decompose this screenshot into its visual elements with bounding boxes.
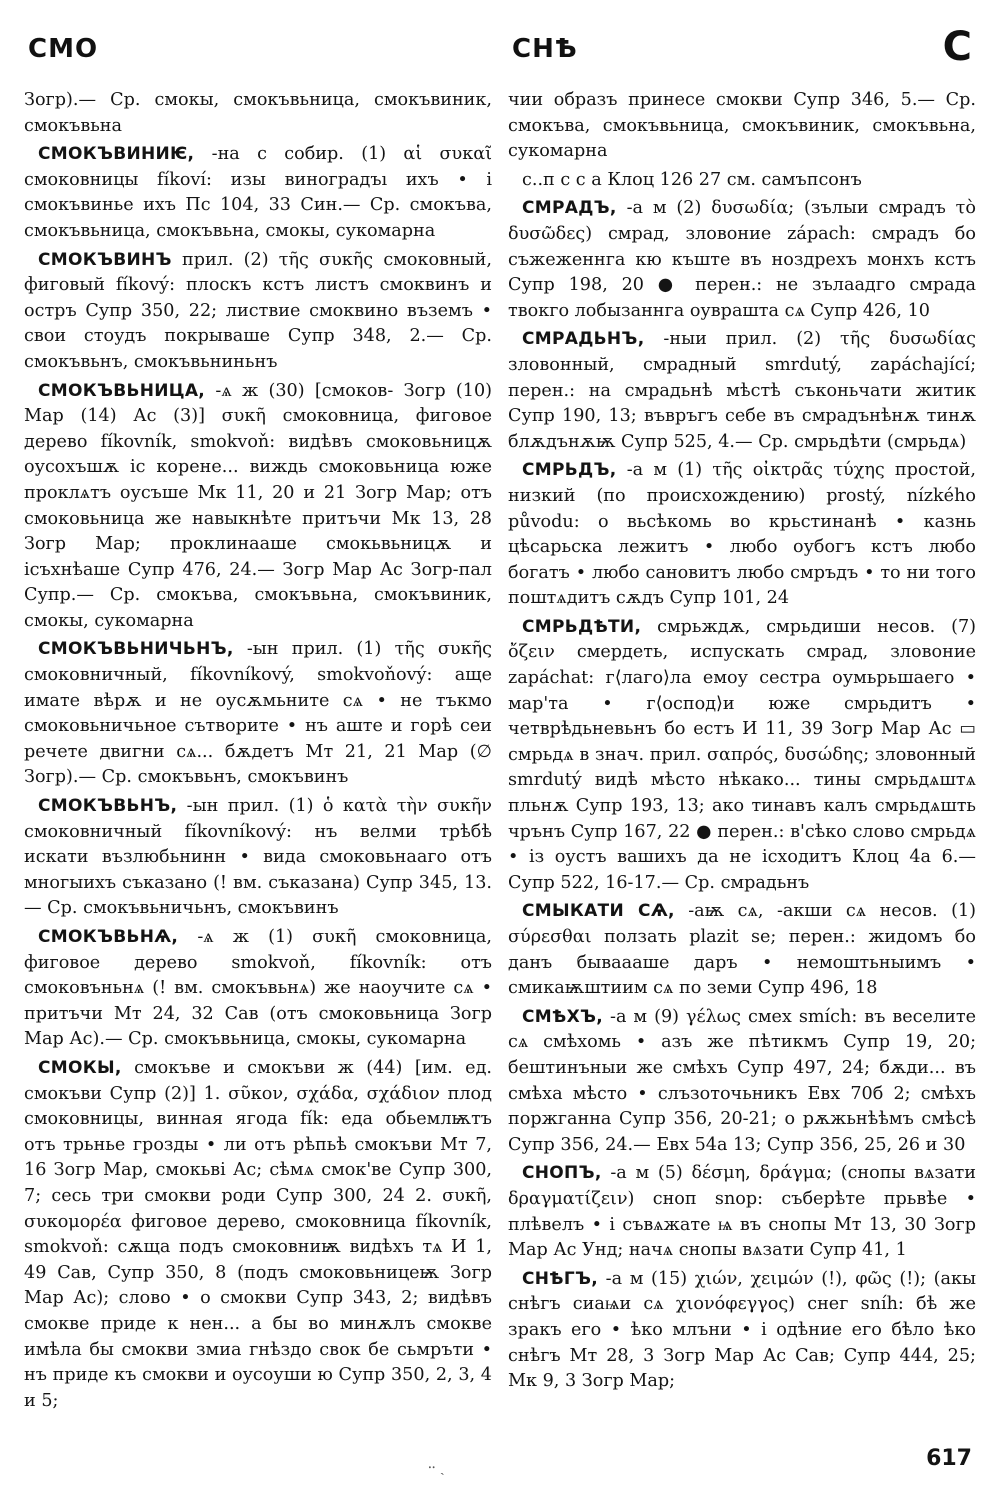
entry-headword: СМОКЫ, [38, 1057, 122, 1078]
entry-text: прил. (2) τῆς συκῆς смоковный, фиговый fíkový: плоскъ кстъ листъ смоквинъ и остръ Супр 350, 22; листвие смоквино въземъ • свои стоудъ покрываше Супр 348, 2.— Ср. смокъвьнъ, смокъвьниньнъ [24, 249, 493, 372]
entry-headword: СМОКЪВИНИѤ, [38, 144, 195, 165]
left-column [24, 88, 492, 1417]
entry-text: Зогр).— Ср. смокы, смокъвьница, смокъвиник, смокъвьна [24, 90, 492, 136]
running-head [24, 24, 976, 74]
entry-text: -а м (2) δυσωδία; (зълыи смрадъ τὸ δυσῶδες) смрад, зловоние zápach: смрадъ бо съжеженнга кю къште въ ноздрехъ монхъ кстъ Супр 198, 20 ● перен.: не зълаадго смрада твокго лобызаннга оуврашта сѧ Супр 426, 10 [508, 198, 976, 321]
dictionary-entry [24, 142, 492, 244]
dictionary-entry [24, 379, 492, 635]
entry-text: -аѭ сѧ, -акши сѧ несов. (1) σύρεσθαι ползать plazit se; перен.: жидомъ бо данъ бываааше даръ • немоштьныимъ • смикаѭштиим сѧ по земи Супр 496, 18 [508, 901, 977, 999]
entry-headword: СМОКЪВЬНЪ, [38, 796, 178, 817]
entry-headword: СМОКЪВЬНИЦА, [38, 380, 206, 401]
page-number: 617 [926, 1446, 972, 1471]
entry-headword: СНѢГЪ, [522, 1268, 599, 1289]
dictionary-entry [508, 1267, 976, 1395]
dictionary-entry [24, 1056, 492, 1414]
dictionary-entry [24, 248, 492, 376]
entry-text: -ѧ ж (30) [смоков- Зогр (10) Мар (14) Ас (3)] συκῆ смоковница, фиговое дерево fíkovník, smokvoň: видѣвъ смоковьницѫ оусохъшѫ іс корене... виждь смоковьница юже проклѧтъ оусъше Мк 11, 20 и 21 Зогр Мар; отъ смоковьница же навыкнѣте притъчи Мк 13, 28 Зогр Мар; проклинааше смокьвьницѫ и ісъхнѣаше Супр 476, 24.— Зогр Мар Ас Зогр-пал Супр.— Ср. смокъва, смокъвьна, смокъвиник, смокы, сукомарна [24, 380, 493, 631]
dictionary-entry [508, 1161, 976, 1263]
running-head-left: СМО [28, 34, 99, 64]
dictionary-entry [508, 196, 976, 324]
dictionary-entry [508, 899, 976, 1001]
entry-headword: СМРЬДѢТИ, [522, 616, 642, 637]
entry-text: с..п с с а Клоц 126 27 см. самъпсонъ [522, 169, 862, 190]
entry-headword: СНОПЪ, [522, 1163, 602, 1184]
entry-text: -ын прил. (1) ὁ κατὰ τὴν συκῆν смоковничный fíkovníkový: нъ велми трѣбѣ искати възлюбьнинн • вида смоковьнааго отъ многыихъ съказано (! вм. съказана) Супр 345, 13.— Ср. смокъвьничьнъ, смокъвинъ [24, 796, 492, 919]
dictionary-entry [508, 615, 976, 897]
entry-text: чии образъ принесе смокви Супр 346, 5.— Ср. смокъва, смокъвьница, смокъвиник, смокъвьна, сукомарна [508, 90, 976, 162]
entry-headword: СМРАДЪ, [522, 198, 617, 219]
entry-text: -на с собир. (1) αἱ συκαῖ смоковницы fíkoví: изы виноградъı ихъ • і смокъвинье ихъ Пс 104, 33 Син.— Ср. смокъва, смокъвьница, смокъвьна, смокы, сукомарна [24, 144, 492, 241]
dictionary-entry [508, 327, 976, 455]
entry-headword: СМРАДЬНЪ, [522, 329, 645, 350]
print-blemish: ⸱⸱ ˏ [428, 1460, 445, 1476]
entry-headword: СМОКЪВЬНѦ, [38, 927, 179, 947]
entry-headword: СМРЬДЪ, [522, 460, 617, 481]
running-head-center: СНѢ [512, 34, 578, 64]
entry-text: -а м (1) τῆς οἰκτρᾶς τύχης простой, низкий (по происхождению) prostý, nízkého původu: о вьсѣкомь во крьстинанѣ • казнь цѣсарьска лежитъ • любо оубогъ кстъ любо богатъ • любо сановитъ любо смръдъ • то ни того поштѧдитъ сѫдъ Супр 101, 24 [508, 460, 976, 609]
dictionary-entry [24, 637, 492, 791]
dictionary-entry [24, 794, 492, 922]
entry-headword: СМОКЪВИНЪ [38, 249, 172, 270]
dictionary-entry [24, 925, 492, 1053]
dictionary-entry [24, 88, 492, 139]
entry-text: -ѧ ж (1) συκῆ смоковница, фиговое дерево smokvoň, fíkovník: отъ смоковъньнѧ (! вм. смокъвьнѧ) же наоучите сѧ • притъчи Мт 24, 32 Сав (отъ смоковьница Зогр Мар Ас).— Ср. смокъвьница, смокы, сукомарна [24, 927, 493, 1050]
entry-text: -а м (5) δέσμη, δράγμα; (снопы вѧзати δραγματίζειν) сноп snop: съберѣте прьвѣе • плѣвелъ • і съвѧжате ѩ въ снопы Мт 13, 30 Зогр Мар Ас Унд; начѧ снопы вѧзати Супр 41, 1 [508, 1163, 976, 1261]
dictionary-entry [508, 168, 976, 194]
section-letter: С [942, 24, 972, 70]
dictionary-entry [508, 1005, 976, 1159]
entry-headword: СМОКЪВЬНИЧЬНЪ, [38, 639, 234, 660]
entry-text: -ныи прил. (2) τῆς δυσωδίας зловонный, смрадный smrdutý, zapáchající; перен.: на смрадьнѣ мѣстѣ съконьчати житик Супр 190, 13; въвръгъ себе въ смрадънѣнѫ тинѫ блѫдънѫѭ Супр 525, 4.— Ср. смрьдѣти (смрьдѧ) [508, 329, 976, 452]
entry-text: -а м (9) γέλως смех smích: въ веселите сѧ смѣхомь • азъ же пѣтикмъ Супр 19, 20; бештинъныи же смѣхъ Супр 497, 24; бѫди... въ смѣха мѣсто • слъзоточьникъ Евх 70б 2; смѣхъ поржганна Супр 356, 20-21; о рѫжьнѣѣмъ смѣсѣ Супр 356, 24.— Евх 54а 13; Супр 356, 25, 26 и 30 [508, 1006, 976, 1155]
entry-headword: СМѢХЪ, [522, 1006, 604, 1027]
dictionary-entry [508, 458, 976, 612]
entry-text: -ын прил. (1) τῆς συκῆς смоковничный, fíkovníkový, smokvoňový: аще имате вѣрѫ и не оусѫмьните сѧ • не тъкмо смоковьничьное сътворите • нъ аште и горѣ сеи речете двигни сѧ... бѫдетъ Мт 21, 21 Мар (∅ Зогр).— Ср. смокъвьнъ, смокъвинъ [24, 639, 492, 788]
dictionary-entry [508, 88, 976, 165]
entry-text: смрьждѫ, смрьдиши несов. (7) ὄζειν смердеть, испускать смрад, зловоние zapáchat: г⟨лаго⟩ла емоу сестра оумьрьшаего • мар'та • г⟨оспод⟩и юже смрьдитъ • четврѣдьневьнъ бо естъ И 11, 39 Зогр Мар Ас ▭ смрьдѧ в знач. прил. σαπρός, δυσώδης; зловонный smrdutý видѣ мѣсто нѣкако... тины смрьдѧштѧ пльнѫ Супр 193, 13; ако тинавъ калъ смрьдѧшть чрънъ Супр 167, 22 ● перен.: в'сѣко слово смрьдѧ • із оустъ вашихъ да не ісходитъ Клоц 4а 6.— Супр 522, 16-17.— Ср. смрадьнъ [508, 616, 977, 893]
entry-text: -а м (15) χιών, χειμών (!), φῶς (!); (акы снѣгъ сиаѩи сѧ χιονόφεγγος) снег sníh: бѣ же зракъ его • ѣко млъни • і одѣние его бѣло ѣко снѣгъ Мт 28, 3 Зогр Мар Ас Сав; Супр 444, 25; Мк 9, 3 Зогр Мар; [508, 1268, 977, 1392]
right-column [508, 88, 976, 1398]
entry-text: смокъве и смокъви ж (44) [им. ед. смокъви Супр (2)] 1. σῦκον, σχάδα, σχάδιον плод смоковницы, винная ягода fík: еда обьемлѭтъ отъ трьнье грозды • ли отъ рѣпьѣ смокъви Мт 7, 16 Зогр Мар, смокьві Ас; сѣмѧ смок'ве Супр 300, 7; сесь три смокви роди Супр 300, 24 2. συκῆ, συκομορέα фиговое дерево, смоковница fíkovník, smokvoň: сѫща подъ смоковниѭ видѣхъ тѧ И 1, 49 Сав, Супр 350, 8 (подъ смоковьницеѭ Зогр Мар Ас); слово • о смокви Супр 343, 2; видѣвъ смокве приде к нен... а бы во минѫлъ смокве имѣла бы смокви змиа гнѣздо свок бе сьмръти • нъ приде къ смокви и оусоуши ю Супр 350, 2, 3, 4 и 5; [24, 1057, 492, 1411]
entry-headword: СМЫКАТИ СѦ, [522, 901, 675, 922]
